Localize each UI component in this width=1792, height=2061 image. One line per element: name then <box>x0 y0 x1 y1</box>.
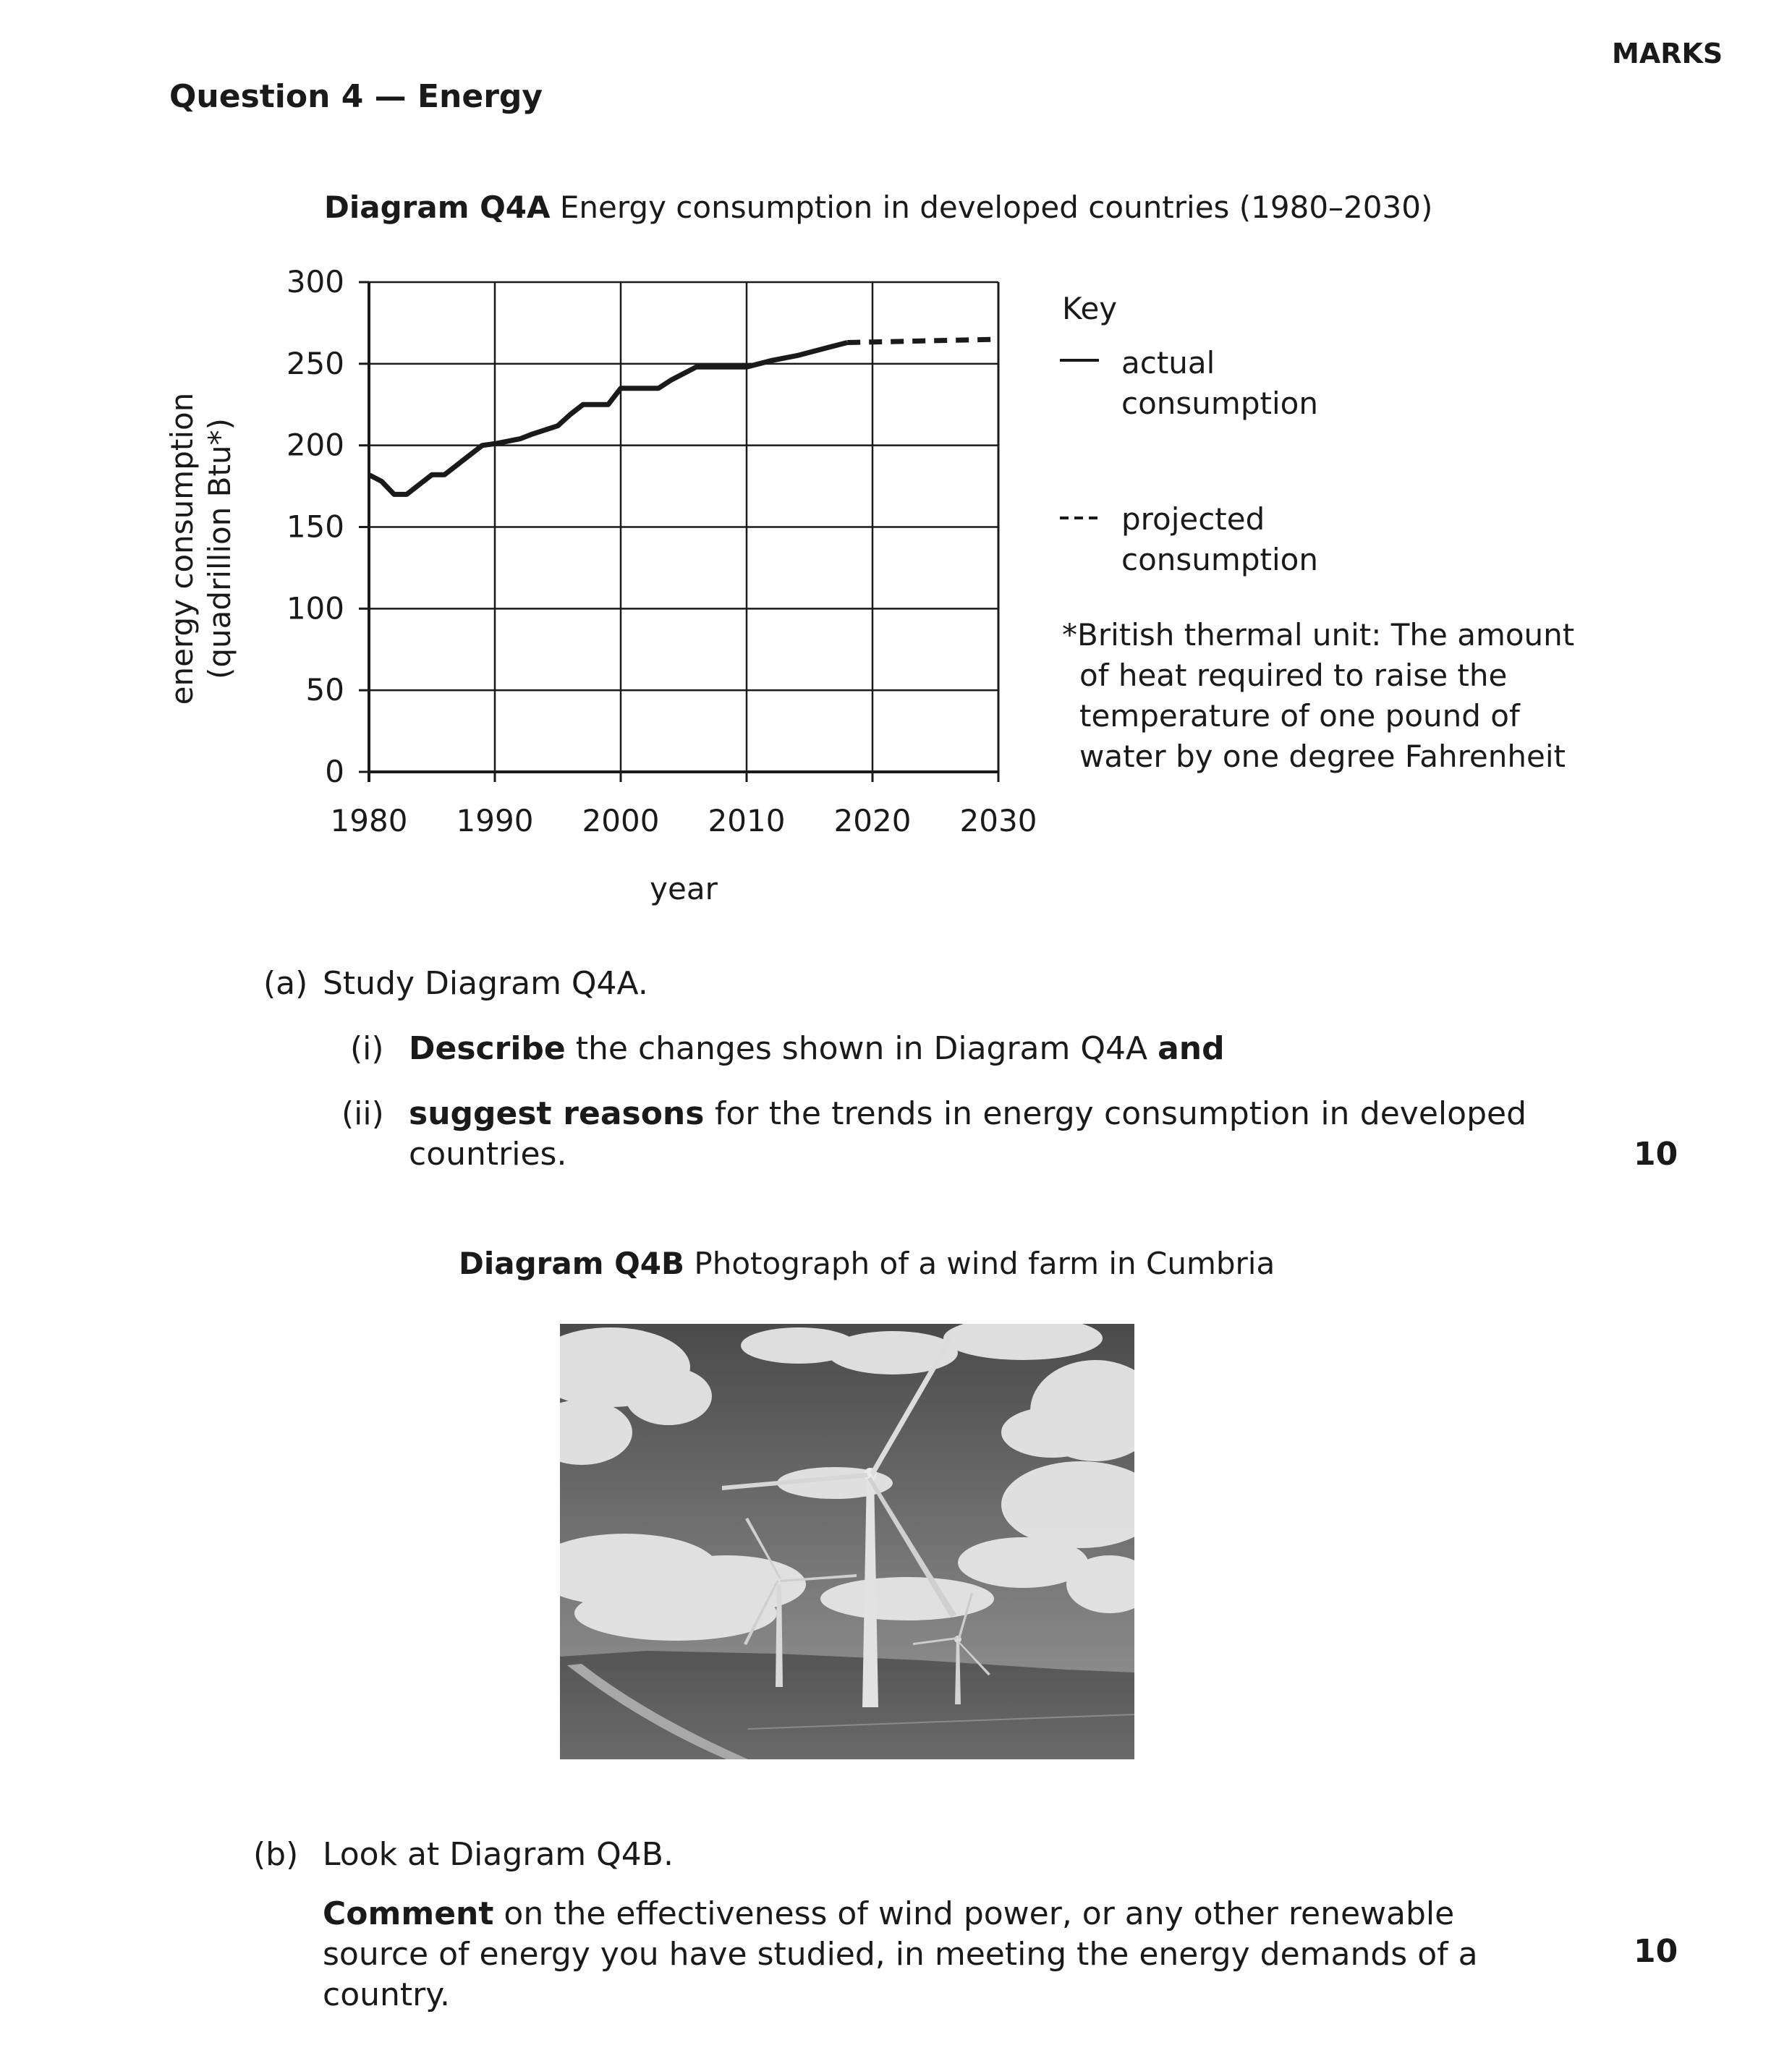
diagram-a-caption-label: Diagram Q4A <box>324 190 551 225</box>
part-b-command: Comment <box>323 1895 494 1932</box>
part-a-i-command: Describe <box>409 1030 566 1067</box>
part-a-text: Study Diagram Q4A. <box>323 965 648 1002</box>
key-solid-line-icon <box>1060 353 1103 367</box>
part-a-label: (a) <box>263 965 308 1002</box>
x-tick-label: 2010 <box>708 803 786 838</box>
y-tick-label: 200 <box>286 427 344 463</box>
energy-consumption-chart <box>145 253 1042 926</box>
key-actual-line1: actual <box>1121 345 1215 381</box>
x-tick-label: 1990 <box>456 803 534 838</box>
y-axis-label-line2: (quadrillion Btu*) <box>202 418 237 679</box>
diagram-a-caption <box>324 190 1432 225</box>
chart-grid <box>369 282 998 772</box>
footnote-line: of heat required to raise the <box>1079 658 1508 693</box>
diagram-a-caption-text: Energy consumption in developed countries (1980–2030) <box>550 190 1433 225</box>
x-tick-label: 2000 <box>582 803 660 838</box>
part-a-i-rest: the changes shown in Diagram Q4A <box>565 1030 1158 1067</box>
key-projected-line2: consumption <box>1121 542 1318 577</box>
footnote-line: *British thermal unit: The amount <box>1062 617 1575 653</box>
x-tick-label: 2030 <box>959 803 1037 838</box>
diagram-b-caption-text: Photograph of a wind farm in Cumbria <box>684 1246 1275 1281</box>
key-projected-line1: projected <box>1121 501 1265 537</box>
y-tick-label: 0 <box>325 754 344 789</box>
chart-axes <box>359 282 998 782</box>
y-axis-label-line1: energy consumption <box>164 392 200 705</box>
part-b-text: Look at Diagram Q4B. <box>323 1836 674 1873</box>
part-a-i-label: (i) <box>350 1030 384 1067</box>
part-b-marks: 10 <box>1634 1933 1678 1970</box>
marks-header: MARKS <box>1612 38 1723 69</box>
actual-consumption-line <box>369 343 847 495</box>
y-tick-label: 50 <box>305 672 344 708</box>
projected-consumption-line <box>847 339 998 343</box>
key-title: Key <box>1062 291 1118 326</box>
part-a-i-text <box>409 1029 1225 1069</box>
key-projected-label <box>1121 499 1318 580</box>
x-tick-label: 1980 <box>330 803 408 838</box>
chart-series <box>369 339 998 494</box>
btu-footnote <box>1062 615 1574 777</box>
part-b-comment-rest: on the effectiveness of wind power, or any other renewable source of energy you have studied, in meeting the energy demands of a country. <box>323 1895 1478 2013</box>
wind-farm-photo <box>560 1324 1134 1759</box>
x-tick-label: 2020 <box>833 803 912 838</box>
part-a-ii-rest: for the trends in energy consumption in developed countries. <box>409 1095 1526 1173</box>
y-tick-labels <box>286 264 344 789</box>
x-tick-labels <box>331 803 1037 838</box>
part-b-comment <box>323 1894 1531 2015</box>
key-actual-label <box>1121 343 1318 424</box>
key-actual-line2: consumption <box>1121 386 1318 421</box>
y-tick-label: 150 <box>286 509 344 545</box>
question-title: Question 4 — Energy <box>169 78 543 115</box>
key-dashed-line-icon <box>1060 511 1103 525</box>
footnote-line: temperature of one pound of <box>1079 698 1520 734</box>
part-a-marks: 10 <box>1634 1136 1678 1173</box>
footnote-line: water by one degree Fahrenheit <box>1079 739 1566 774</box>
x-axis-label: year <box>650 871 718 906</box>
part-a-ii-label: (ii) <box>341 1095 384 1132</box>
part-a-ii-text <box>409 1094 1526 1175</box>
diagram-b-caption <box>459 1246 1275 1281</box>
part-b-label: (b) <box>253 1836 299 1873</box>
y-tick-label: 250 <box>286 345 344 381</box>
part-a-ii-command: suggest reasons <box>409 1095 705 1132</box>
y-tick-label: 300 <box>286 264 344 299</box>
diagram-b-caption-label: Diagram Q4B <box>459 1246 685 1281</box>
part-a-i-and: and <box>1158 1030 1225 1067</box>
y-tick-label: 100 <box>286 590 344 626</box>
